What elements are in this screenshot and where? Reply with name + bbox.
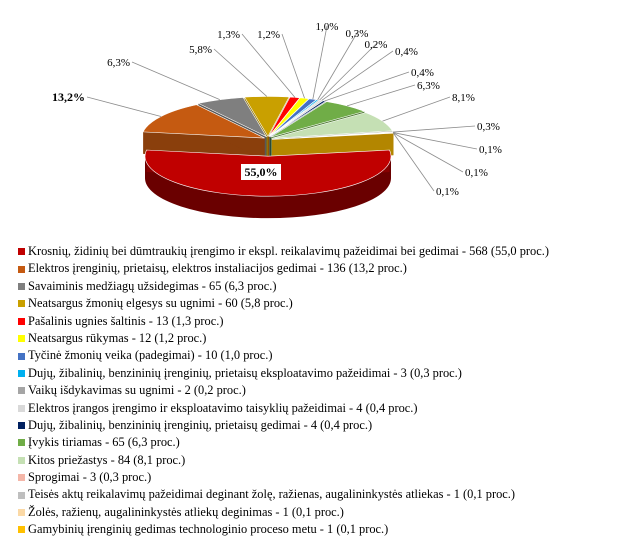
data-label-15: 0,1% [479, 144, 502, 156]
data-label-12: 6,3% [417, 80, 440, 92]
legend-swatch [18, 439, 25, 446]
legend-swatch [18, 405, 25, 412]
legend-label: Neatsargus rūkymas - 12 (1,2 proc.) [28, 330, 207, 345]
leader-line-4 [214, 49, 267, 96]
leader-line-3 [132, 62, 220, 100]
legend-swatch [18, 457, 25, 464]
legend-label: Vaikų išdykavimas su ugnimi - 2 (0,2 proc.) [28, 383, 246, 398]
pie-chart [0, 0, 627, 236]
data-label-13: 8,1% [452, 92, 475, 104]
legend-swatch [18, 509, 25, 516]
legend-label: Neatsargus žmonių elgesys su ugnimi - 60 (5,8 proc.) [28, 296, 293, 311]
legend-swatch [18, 474, 25, 481]
data-label-1: 55,0% [244, 165, 278, 179]
legend-item [18, 469, 623, 486]
leader-line-10 [322, 51, 393, 100]
legend-swatch [18, 283, 25, 290]
legend-item [18, 365, 623, 382]
legend-label: Kitos priežastys - 84 (8,1 proc.) [28, 452, 186, 467]
legend-swatch [18, 526, 25, 533]
legend-label: Įvykis tiriamas - 65 (6,3 proc.) [28, 435, 180, 450]
legend-item [18, 486, 623, 503]
leader-line-2 [87, 97, 161, 116]
leader-line-15 [393, 133, 477, 149]
legend-swatch [18, 492, 25, 499]
legend-item [18, 313, 623, 330]
legend-label: Tyčinė žmonių veika (padegimai) - 10 (1,0 proc.) [28, 348, 273, 363]
legend-item [18, 260, 623, 277]
data-label-7: 1,0% [315, 21, 339, 33]
pie-chart-area [0, 0, 627, 236]
legend-swatch [18, 248, 25, 255]
leader-line-13 [383, 97, 450, 121]
legend-swatch [18, 387, 25, 394]
legend-item [18, 347, 623, 364]
pie-slice-1 [145, 150, 391, 218]
legend-item [18, 295, 623, 312]
legend-item [18, 330, 623, 347]
legend-label: Elektros įrangos įrengimo ir eksploatavimo taisyklių pažeidimai - 4 (0,4 proc.) [28, 400, 418, 415]
legend-swatch [18, 370, 25, 377]
legend-item [18, 521, 623, 538]
legend-item [18, 417, 623, 434]
legend-item [18, 278, 623, 295]
legend-swatch [18, 353, 25, 360]
leader-line-9 [319, 44, 376, 100]
legend-item [18, 504, 623, 521]
legend-label: Dujų, žibalinių, benzininių įrenginių, prietaisų eksploatavimo pažeidimai - 3 (0,3 proc.) [28, 365, 462, 380]
data-label-6: 1,2% [257, 29, 280, 41]
legend-item [18, 243, 623, 260]
data-label-17: 0,1% [436, 186, 459, 198]
leader-line-17 [393, 133, 434, 191]
legend-label: Dujų, žibalinių, benzininių įrenginių, prietaisų gedimai - 4 (0,4 proc.) [28, 417, 373, 432]
data-label-5: 1,3% [217, 29, 240, 41]
legend-swatch [18, 300, 25, 307]
legend-item [18, 434, 623, 451]
legend-swatch [18, 266, 25, 273]
data-label-16: 0,1% [465, 167, 488, 179]
leader-line-5 [242, 34, 295, 97]
legend-label: Sprogimai - 3 (0,3 proc.) [28, 470, 152, 485]
legend-swatch [18, 422, 25, 429]
legend-label: Teisės aktų reikalavimų pažeidimai deginant žolę, ražienas, augalininkystės atliekas - 1 (0,1 proc.) [28, 487, 516, 502]
legend-item [18, 452, 623, 469]
legend-label: Gamybinių įrenginių gedimas technologinio proceso metu - 1 (0,1 proc.) [28, 522, 389, 537]
data-label-14: 0,3% [477, 121, 500, 133]
data-label-4: 5,8% [189, 44, 212, 56]
leader-line-6 [282, 34, 305, 98]
leader-line-11 [325, 72, 409, 101]
legend-label: Pašalinis ugnies šaltinis - 13 (1,3 proc.) [28, 313, 224, 328]
legend-label: Žolės, ražienų, augalininkystės atliekų deginimas - 1 (0,1 proc.) [28, 504, 344, 519]
data-label-10: 0,4% [395, 46, 418, 58]
data-label-3: 6,3% [107, 57, 130, 69]
data-label-9: 0,2% [364, 39, 388, 51]
chart-legend [18, 243, 623, 539]
legend-item [18, 382, 623, 399]
legend-label: Elektros įrenginių, prietaisų, elektros instaliacijos gedimai - 136 (13,2 proc.) [28, 261, 407, 276]
data-label-2: 13,2% [52, 90, 85, 104]
data-label-8: 0,3% [345, 28, 369, 40]
legend-label: Krosnių, židinių bei dūmtraukių įrengimo ir ekspl. reikalavimų pažeidimai bei gedimai - 568 (55,0 proc.) [28, 244, 549, 258]
data-label-11: 0,4% [411, 67, 434, 79]
legend-label: Savaiminis medžiagų užsidegimas - 65 (6,3 proc.) [28, 278, 277, 293]
pie-slices [143, 96, 393, 218]
leader-line-16 [393, 133, 463, 172]
leader-line-14 [393, 126, 475, 132]
legend-item [18, 400, 623, 417]
leader-line-12 [347, 85, 415, 106]
legend-swatch [18, 335, 25, 342]
legend-swatch [18, 318, 25, 325]
